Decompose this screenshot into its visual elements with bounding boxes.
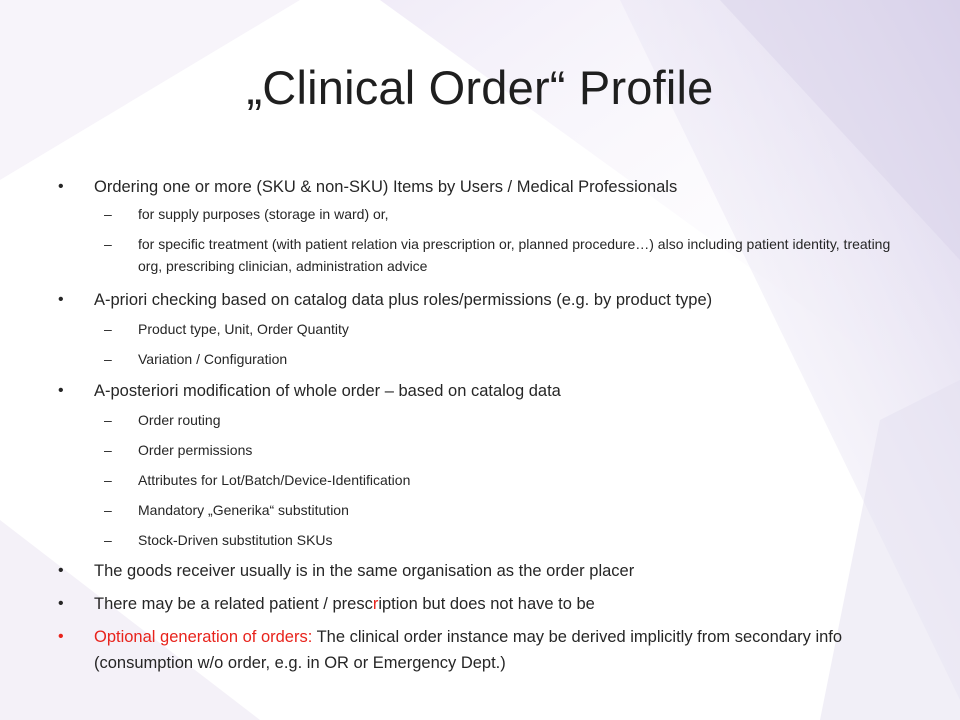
bullet-marker: • — [58, 562, 64, 579]
dash-marker: – — [104, 472, 112, 488]
sub-bullet-product-type — [58, 318, 918, 340]
dash-marker: – — [104, 236, 112, 252]
sub-bullet-text: Stock-Driven substitution SKUs — [138, 532, 333, 548]
bullet-text: Ordering one or more (SKU & non-SKU) Items by Users / Medical Professionals — [94, 178, 678, 196]
slide-content — [58, 172, 918, 676]
dash-marker: – — [104, 351, 112, 367]
bullet-text: A-priori checking based on catalog data plus roles/permissions (e.g. by product type) — [94, 291, 713, 309]
sub-bullet-stock-driven — [58, 529, 918, 551]
dash-marker: – — [104, 502, 112, 518]
slide-title: „Clinical Order“ Profile — [246, 61, 714, 114]
sub-bullet-text: Mandatory „Generika“ substitution — [138, 502, 349, 518]
sub-bullet-supply — [58, 203, 918, 225]
bullet-text-red: Optional generation of orders: — [94, 628, 313, 646]
bullet-optional-generation — [58, 624, 918, 676]
sub-bullet-text: Product type, Unit, Order Quantity — [138, 321, 349, 337]
dash-marker: – — [104, 532, 112, 548]
sub-bullet-text: Attributes for Lot/Batch/Device-Identification — [138, 472, 411, 488]
bullet-text-b: iption but does not have to be — [378, 595, 595, 613]
dash-marker: – — [104, 442, 112, 458]
sub-bullet-order-routing — [58, 409, 918, 431]
bullet-marker: • — [58, 595, 64, 612]
dash-marker: – — [104, 412, 112, 428]
sub-bullet-attributes — [58, 469, 918, 491]
bullet-text-red-letter: r — [372, 595, 379, 613]
dash-marker: – — [104, 206, 112, 222]
sub-bullet-treatment — [58, 233, 918, 277]
bullet-text-a: There may be a related patient / presc — [94, 595, 373, 613]
bullet-related-patient — [58, 591, 918, 617]
sub-bullet-text: for specific treatment (with patient relation via prescription or, planned procedure…) also including patient identity, treating org, prescribing clinician, administration advice — [138, 236, 891, 274]
bullet-marker-red: • — [58, 628, 64, 645]
sub-bullet-text: Order permissions — [138, 442, 253, 458]
bullet-a-posteriori — [58, 378, 918, 404]
bullet-text: A-posteriori modification of whole order – based on catalog data — [94, 382, 561, 400]
bullet-text: The goods receiver usually is in the same organisation as the order placer — [94, 562, 635, 580]
bullet-marker: • — [58, 291, 64, 308]
sub-bullet-text: Order routing — [138, 412, 221, 428]
sub-bullet-order-permissions — [58, 439, 918, 461]
bullet-marker: • — [58, 178, 64, 195]
sub-bullet-generika — [58, 499, 918, 521]
bullet-marker: • — [58, 382, 64, 399]
sub-bullet-text: Variation / Configuration — [138, 351, 288, 367]
sub-bullet-variation — [58, 348, 918, 370]
bullet-goods-receiver — [58, 558, 918, 584]
bullet-text-b: The clinical order instance may be derived implicitly from secondary info (consumption w/o order, e.g. in OR or Emergency Dept.) — [94, 628, 843, 672]
dash-marker: – — [104, 321, 112, 337]
sub-bullet-text: for supply purposes (storage in ward) or, — [138, 206, 389, 222]
bullet-a-priori — [58, 287, 918, 313]
bullet-ordering — [58, 174, 918, 200]
